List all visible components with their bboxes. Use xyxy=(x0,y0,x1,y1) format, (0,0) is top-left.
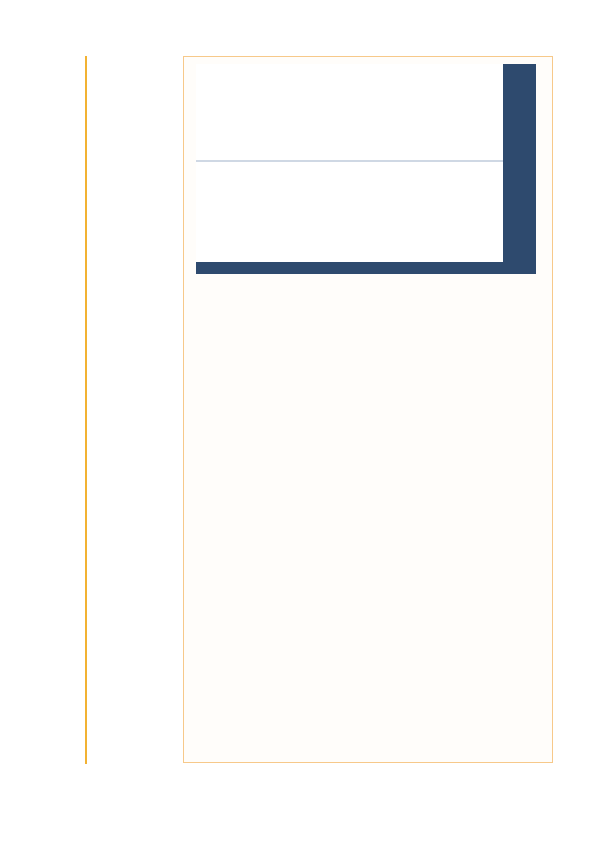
time-ruler xyxy=(196,262,503,274)
margin-rule xyxy=(85,56,87,764)
limiter-waveform-figure xyxy=(196,64,536,274)
amplitude-scale-panel xyxy=(503,64,536,274)
content-frame xyxy=(183,56,553,763)
